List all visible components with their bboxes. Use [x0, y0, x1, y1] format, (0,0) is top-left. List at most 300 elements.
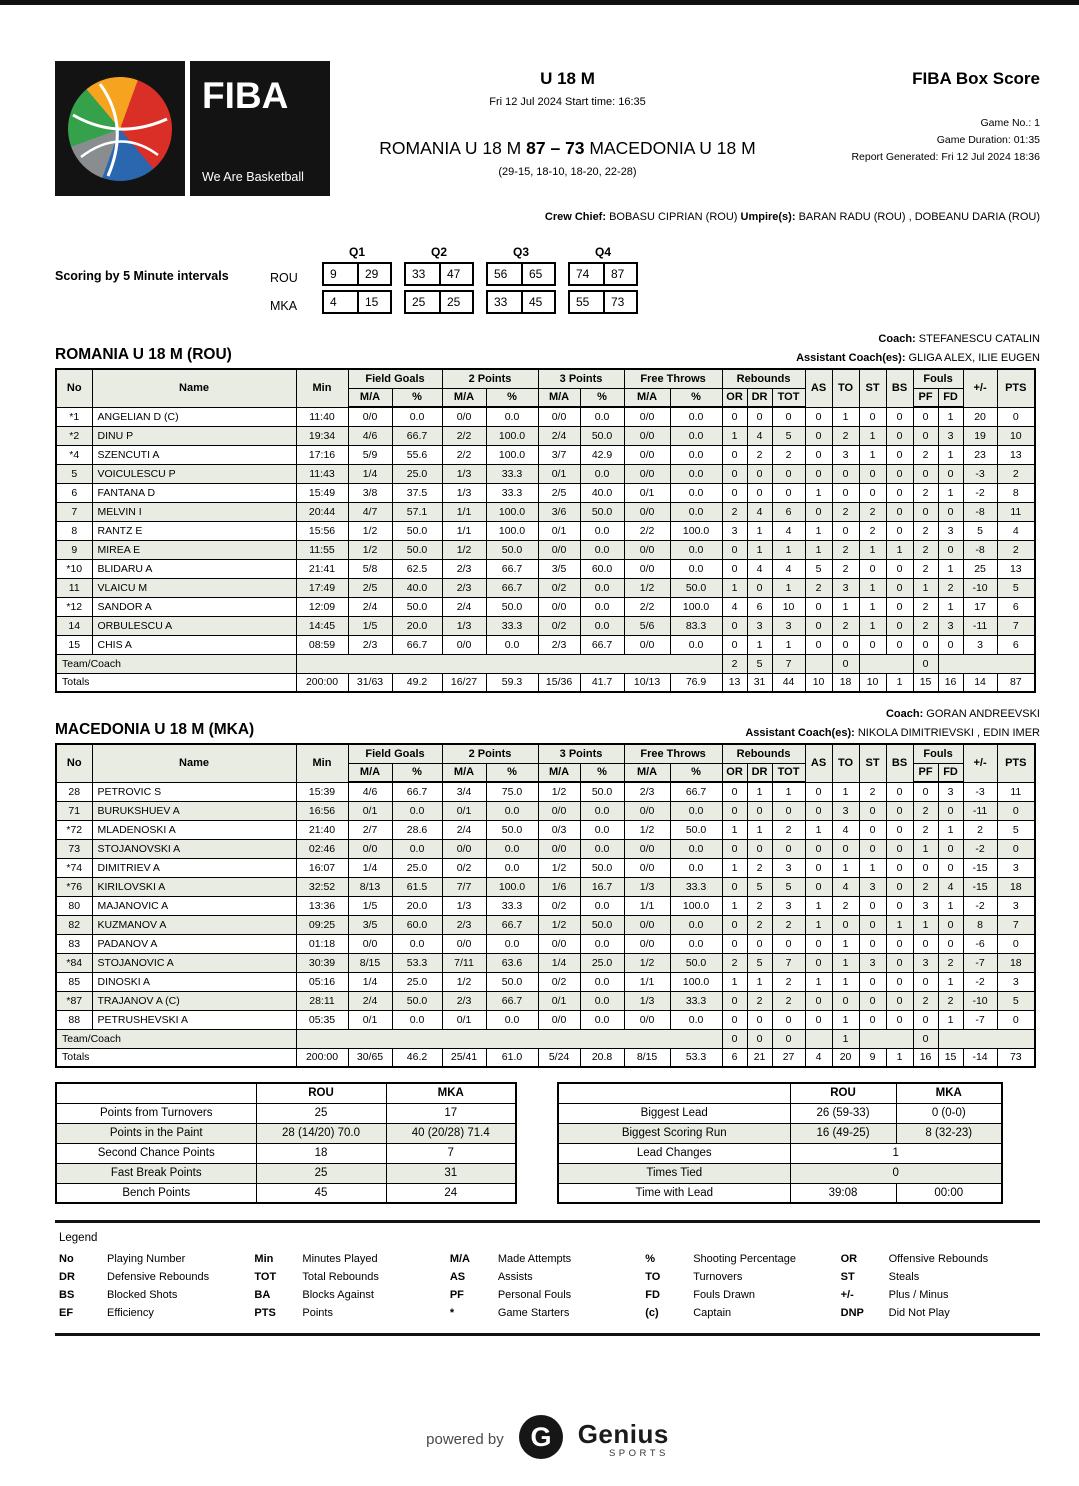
summary-rou-value: 39:08 [790, 1183, 896, 1203]
stat-cell: 0/0 [624, 407, 670, 426]
col-plusminus: +/- [963, 369, 997, 407]
stat-cell: 0.0 [670, 464, 722, 483]
stat-cell: 2 [938, 991, 963, 1010]
stat-cell: 10 [997, 426, 1035, 445]
col-ft-ma: M/A [624, 763, 670, 782]
summary-row [56, 1123, 516, 1143]
player-name: MAJANOVIC A [92, 896, 296, 915]
stat-cell: 1 [805, 521, 832, 540]
legend-bottom-rule [55, 1333, 1040, 1336]
player-name: MLADENOSKI A [92, 820, 296, 839]
stat-cell: 6 [997, 597, 1035, 616]
stat-cell: 0 [913, 407, 938, 426]
stat-cell: 0.0 [486, 858, 538, 877]
stat-cell: 0/0 [538, 407, 580, 426]
report-meta [805, 61, 1040, 196]
col-dr: DR [747, 388, 772, 407]
stat-cell: 0 [938, 915, 963, 934]
stat-cell: 46.2 [392, 1048, 442, 1067]
stat-cell: 0 [938, 934, 963, 953]
stat-cell: 18 [832, 673, 859, 692]
stat-cell: 42.9 [580, 445, 624, 464]
stat-cell: 100.0 [486, 426, 538, 445]
stat-cell: 0 [805, 877, 832, 896]
stat-cell: 0/0 [538, 934, 580, 953]
away-team-name: MACEDONIA U 18 M [589, 138, 756, 158]
stat-cell: 66.7 [580, 635, 624, 654]
stat-cell: 11:40 [296, 407, 348, 426]
legend-column [59, 1253, 254, 1319]
legend-text: Game Starters [497, 1307, 570, 1319]
legend-abbr: PTS [254, 1307, 276, 1319]
stat-cell: 0 [722, 839, 747, 858]
stat-cell: 0.0 [670, 839, 722, 858]
stat-cell: 1 [747, 635, 772, 654]
summary-mka-value: 17 [386, 1103, 516, 1123]
stat-cell: 66.7 [670, 782, 722, 801]
interval-score: 55 [576, 295, 590, 309]
group-3points: 3 Points [538, 369, 624, 388]
player-name: DIMITRIEV A [92, 858, 296, 877]
stat-cell: 31 [747, 673, 772, 692]
stat-cell: 0.0 [392, 801, 442, 820]
stat-cell: 13 [722, 673, 747, 692]
col-fg-ma: M/A [348, 388, 392, 407]
stat-cell: 0 [859, 839, 886, 858]
stat-cell: 2 [772, 972, 805, 991]
team-title: MACEDONIA U 18 M (MKA) [55, 721, 255, 738]
player-name: SANDOR A [92, 597, 296, 616]
stat-cell: 16:56 [296, 801, 348, 820]
stat-cell: 0 [805, 991, 832, 1010]
summary-stat-label: Bench Points [56, 1183, 256, 1203]
stat-cell: 1 [805, 820, 832, 839]
stat-cell: 2 [747, 445, 772, 464]
stat-cell: 3/4 [442, 782, 486, 801]
col-st: ST [859, 369, 886, 407]
legend-grid [59, 1253, 1036, 1319]
stats-header-row [56, 369, 1035, 388]
stat-cell: 2/4 [348, 597, 392, 616]
stat-cell: 1/4 [348, 972, 392, 991]
player-name: MELVIN I [92, 502, 296, 521]
crew-chief-name: BOBASU CIPRIAN (ROU) [609, 211, 738, 223]
stat-cell: 01:18 [296, 934, 348, 953]
legend-title: Legend [59, 1232, 98, 1244]
assistant-coaches [796, 352, 1040, 364]
stat-cell: 0.0 [580, 540, 624, 559]
stat-cell: 30:39 [296, 953, 348, 972]
stat-cell: 4 [832, 820, 859, 839]
player-number: 7 [56, 502, 92, 521]
stat-cell: 50.0 [580, 426, 624, 445]
col-name: Name [92, 744, 296, 782]
col-ft-pct: % [670, 388, 722, 407]
stat-cell: 0/0 [624, 915, 670, 934]
stat-cell: 2 [938, 578, 963, 597]
stat-cell: 1 [772, 540, 805, 559]
stat-cell: 50.0 [486, 820, 538, 839]
stat-cell: -15 [963, 877, 997, 896]
stat-cell: 16/27 [442, 673, 486, 692]
stat-cell: 0.0 [670, 407, 722, 426]
legend-text: Personal Fouls [497, 1289, 572, 1301]
stat-cell: 2 [913, 559, 938, 578]
stat-cell: 0 [859, 483, 886, 502]
coach-line-mka [55, 708, 1040, 720]
interval-score-box [404, 262, 474, 286]
stat-cell: 0/0 [624, 1010, 670, 1029]
stat-cell [805, 654, 832, 673]
stat-cell: 0 [832, 464, 859, 483]
stat-cell: 1/2 [538, 915, 580, 934]
stat-cell: 3 [963, 635, 997, 654]
quarter-block [568, 245, 638, 314]
legend-column [645, 1253, 840, 1319]
stat-cell: 2/3 [348, 635, 392, 654]
stat-cell: 20 [832, 1048, 859, 1067]
stat-cell: -8 [963, 540, 997, 559]
col-3p-ma: M/A [538, 388, 580, 407]
stat-cell: 0 [722, 915, 747, 934]
summary-mka-value: 8 (32-23) [896, 1123, 1002, 1143]
stat-cell: 0 [832, 915, 859, 934]
stat-cell [938, 1029, 1035, 1048]
legend-text: Points [302, 1307, 333, 1319]
stat-cell: 19 [963, 426, 997, 445]
stat-cell: 1 [747, 540, 772, 559]
stat-cell: 2 [913, 820, 938, 839]
stat-cell: 0 [886, 502, 913, 521]
legend-abbr: % [645, 1253, 655, 1265]
stat-cell: 1/4 [348, 858, 392, 877]
stat-cell: 0 [886, 464, 913, 483]
quarter-label: Q2 [430, 245, 447, 259]
intervals-section [55, 245, 1040, 318]
stat-cell: 18 [997, 877, 1035, 896]
stat-cell: 2 [859, 521, 886, 540]
stat-cell: 2 [913, 597, 938, 616]
player-number: *1 [56, 407, 92, 426]
stat-cell: 2 [913, 991, 938, 1010]
summary-row [56, 1143, 516, 1163]
stat-cell [296, 654, 722, 673]
stat-cell: 0.0 [580, 991, 624, 1010]
interval-score: 73 [603, 292, 636, 312]
player-name: RANTZ E [92, 521, 296, 540]
summary-mka-value: 0 (0-0) [896, 1103, 1002, 1123]
stat-cell: 1 [805, 915, 832, 934]
stat-cell: -7 [963, 953, 997, 972]
stat-cell: 33.3 [486, 616, 538, 635]
quarter-label: Q4 [594, 245, 611, 259]
stat-cell: 0.0 [486, 635, 538, 654]
totals-row [56, 673, 1035, 692]
stat-cell: 0 [832, 991, 859, 1010]
stat-cell: 0 [805, 464, 832, 483]
group-free-throws: Free Throws [624, 744, 722, 763]
stat-cell: -3 [963, 782, 997, 801]
stat-cell: 0 [722, 483, 747, 502]
stat-cell: 200:00 [296, 1048, 348, 1067]
stat-cell: 0.0 [392, 934, 442, 953]
stat-cell: 0 [886, 578, 913, 597]
stat-cell: 0 [805, 801, 832, 820]
player-name: VLAICU M [92, 578, 296, 597]
stat-cell: 8 [997, 483, 1035, 502]
stat-cell: 1 [747, 820, 772, 839]
stat-cell: 0 [805, 426, 832, 445]
stat-cell: 0 [886, 635, 913, 654]
stat-cell: 57.1 [392, 502, 442, 521]
stat-cell: 0 [938, 858, 963, 877]
stat-cell: 0 [805, 934, 832, 953]
summary-col-header: ROU [790, 1083, 896, 1103]
fiba-tagline: We Are Basketball [202, 170, 304, 184]
stat-cell: 1 [938, 483, 963, 502]
stat-cell: 0.0 [580, 464, 624, 483]
stat-cell: 66.7 [392, 426, 442, 445]
stat-cell: 8/15 [624, 1048, 670, 1067]
stat-cell: 5 [963, 521, 997, 540]
interval-team-label: MKA [270, 299, 298, 313]
summary-header-row [558, 1083, 1002, 1103]
stat-cell: 0 [832, 654, 859, 673]
stat-cell: 8 [963, 915, 997, 934]
legend-abbr: FD [645, 1289, 660, 1301]
stat-cell: 37.5 [392, 483, 442, 502]
summary-corner [558, 1083, 790, 1103]
stat-cell: 27 [772, 1048, 805, 1067]
stat-cell: 1 [747, 972, 772, 991]
stat-cell: 0 [805, 1010, 832, 1029]
player-name: STOJANOVSKI A [92, 839, 296, 858]
svg-text:G: G [530, 1422, 552, 1452]
stat-cell: 1 [832, 934, 859, 953]
stat-cell: 4/6 [348, 426, 392, 445]
stat-cell: 21:40 [296, 820, 348, 839]
game-number: Game No.: 1 [980, 117, 1040, 129]
stat-cell: 50.0 [580, 502, 624, 521]
stat-cell: 0 [722, 559, 747, 578]
stat-cell: 2 [913, 521, 938, 540]
col-fg-pct: % [392, 388, 442, 407]
stat-cell: 0 [913, 858, 938, 877]
legend-text: Efficiency [107, 1307, 154, 1319]
stat-cell: 0/2 [538, 972, 580, 991]
stat-cell: 02:46 [296, 839, 348, 858]
legend-abbr: TO [645, 1271, 661, 1283]
stat-cell: 0 [886, 839, 913, 858]
quarter-scores-line: (29-15, 18-10, 18-20, 22-28) [498, 166, 637, 178]
stat-cell: 0 [832, 521, 859, 540]
stat-cell: 21:41 [296, 559, 348, 578]
summary-rou-value: 16 (49-25) [790, 1123, 896, 1143]
stat-cell [805, 1029, 832, 1048]
stat-cell: 0/2 [538, 616, 580, 635]
stat-cell: 7 [997, 915, 1035, 934]
stat-cell: 1/4 [538, 953, 580, 972]
col-bs: BS [886, 744, 913, 782]
game-duration: Game Duration: 01:35 [936, 134, 1040, 146]
player-number: 15 [56, 635, 92, 654]
stat-cell: 2/3 [442, 991, 486, 1010]
stat-cell: 2 [832, 426, 859, 445]
umpires-names: BARAN RADU (ROU) , DOBEANU DARIA (ROU) [798, 211, 1040, 223]
stat-cell: 2/2 [442, 426, 486, 445]
stat-cell: 1/3 [624, 877, 670, 896]
summary-row [56, 1183, 516, 1203]
stat-cell: 0 [886, 407, 913, 426]
stat-cell: -2 [963, 896, 997, 915]
stat-cell: 0 [747, 578, 772, 597]
stat-cell: 8/15 [348, 953, 392, 972]
assistant-label: Assistant Coach(es): [745, 727, 855, 739]
col-2p-ma: M/A [442, 388, 486, 407]
legend-abbr: Min [254, 1253, 274, 1265]
stat-cell: 0 [997, 1010, 1035, 1029]
legend-abbr: No [59, 1253, 74, 1265]
stat-cell: 4/6 [348, 782, 392, 801]
stat-cell: 5 [772, 426, 805, 445]
stat-cell: 2 [859, 782, 886, 801]
stat-cell: 0 [832, 635, 859, 654]
player-row [56, 915, 1035, 934]
stat-cell: 2 [722, 654, 747, 673]
stat-cell: 1/1 [442, 502, 486, 521]
stat-cell: 3 [997, 858, 1035, 877]
legend-text: Did Not Play [888, 1307, 950, 1319]
stat-cell: 0 [722, 635, 747, 654]
stat-cell: 0.0 [486, 839, 538, 858]
stat-cell: 0 [722, 407, 747, 426]
summary-col-header: MKA [896, 1083, 1002, 1103]
stat-cell: 11 [997, 782, 1035, 801]
col-name: Name [92, 369, 296, 407]
stat-cell: 1 [805, 972, 832, 991]
stat-cell: 0 [722, 540, 747, 559]
legend-abbr: TOT [254, 1271, 277, 1283]
stat-cell: 0 [938, 801, 963, 820]
stat-cell: 1 [938, 896, 963, 915]
player-name: ORBULESCU A [92, 616, 296, 635]
stat-cell: 0 [913, 426, 938, 445]
interval-score-box [322, 262, 392, 286]
stat-cell: 21 [747, 1048, 772, 1067]
stat-cell: 0.0 [580, 820, 624, 839]
stat-cell: 0 [859, 991, 886, 1010]
stat-cell: 0.0 [580, 972, 624, 991]
stat-cell: 0.0 [392, 407, 442, 426]
stat-cell: 5 [747, 953, 772, 972]
stat-cell: 1/2 [442, 540, 486, 559]
intervals-teams [270, 245, 322, 318]
summary-merged-value: 1 [790, 1143, 1002, 1163]
stat-cell: 1 [938, 1010, 963, 1029]
stat-cell: 1 [886, 915, 913, 934]
report-header [55, 61, 1040, 196]
stat-cell: 3/5 [538, 559, 580, 578]
stat-cell: 0 [938, 635, 963, 654]
stat-cell: 0.0 [670, 540, 722, 559]
stat-cell: 0 [938, 540, 963, 559]
crew-chief-label: Crew Chief: [544, 211, 607, 223]
stat-cell: 7 [772, 654, 805, 673]
stat-cell: 0 [747, 934, 772, 953]
col-fd: FD [938, 763, 963, 782]
stat-cell: 0 [997, 801, 1035, 820]
stat-cell: 2/4 [538, 426, 580, 445]
stat-cell: 3 [938, 616, 963, 635]
stat-cell: 2 [772, 915, 805, 934]
player-row [56, 502, 1035, 521]
summary-stat-label: Points from Turnovers [56, 1103, 256, 1123]
stat-cell: 0.0 [670, 934, 722, 953]
coach-label: Coach: [878, 333, 916, 345]
stat-cell: 0 [997, 407, 1035, 426]
stat-cell: 0 [805, 953, 832, 972]
stat-cell: 4 [772, 521, 805, 540]
stat-cell: 0/1 [624, 483, 670, 502]
stat-cell: 2/3 [442, 559, 486, 578]
stat-cell [859, 1029, 913, 1048]
stat-cell: 5 [997, 820, 1035, 839]
stat-cell: 0.0 [670, 1010, 722, 1029]
summary-table-points [55, 1082, 517, 1204]
col-min: Min [296, 744, 348, 782]
col-tot: TOT [772, 763, 805, 782]
interval-score: 33 [412, 267, 426, 281]
stat-cell: 3/5 [348, 915, 392, 934]
stat-cell: 100.0 [670, 896, 722, 915]
col-as: AS [805, 744, 832, 782]
team-heading-rou [55, 346, 1040, 364]
col-ft-ma: M/A [624, 388, 670, 407]
stat-cell: 1 [832, 597, 859, 616]
summary-table-leads [557, 1082, 1003, 1204]
stat-cell: 3 [832, 445, 859, 464]
stat-cell: 50.0 [580, 915, 624, 934]
stat-cell: 0.0 [580, 801, 624, 820]
stat-cell: 7 [772, 953, 805, 972]
stat-cell: 3/8 [348, 483, 392, 502]
stat-cell: 100.0 [486, 502, 538, 521]
stat-cell: 0/0 [624, 839, 670, 858]
player-name: BURUKSHUEV A [92, 801, 296, 820]
game-summary [330, 61, 805, 196]
group-2points: 2 Points [442, 369, 538, 388]
stat-cell: 1/2 [624, 578, 670, 597]
stat-cell: 0 [997, 839, 1035, 858]
stat-cell: 61.0 [486, 1048, 538, 1067]
stat-cell: 1/2 [624, 953, 670, 972]
stat-cell: 0 [997, 934, 1035, 953]
player-name: CHIS A [92, 635, 296, 654]
player-number: *2 [56, 426, 92, 445]
summary-stat-label: Second Chance Points [56, 1143, 256, 1163]
player-number: 9 [56, 540, 92, 559]
stat-cell: 1/2 [624, 820, 670, 839]
stat-cell: 6 [722, 1048, 747, 1067]
legend-abbr: PF [449, 1289, 464, 1301]
stat-cell: 2 [913, 483, 938, 502]
stat-cell: 5 [747, 877, 772, 896]
stat-cell: 0 [832, 839, 859, 858]
stat-cell: 0 [722, 934, 747, 953]
stat-cell: 1 [913, 915, 938, 934]
stat-cell: 15 [913, 673, 938, 692]
stat-cell: 2 [938, 953, 963, 972]
